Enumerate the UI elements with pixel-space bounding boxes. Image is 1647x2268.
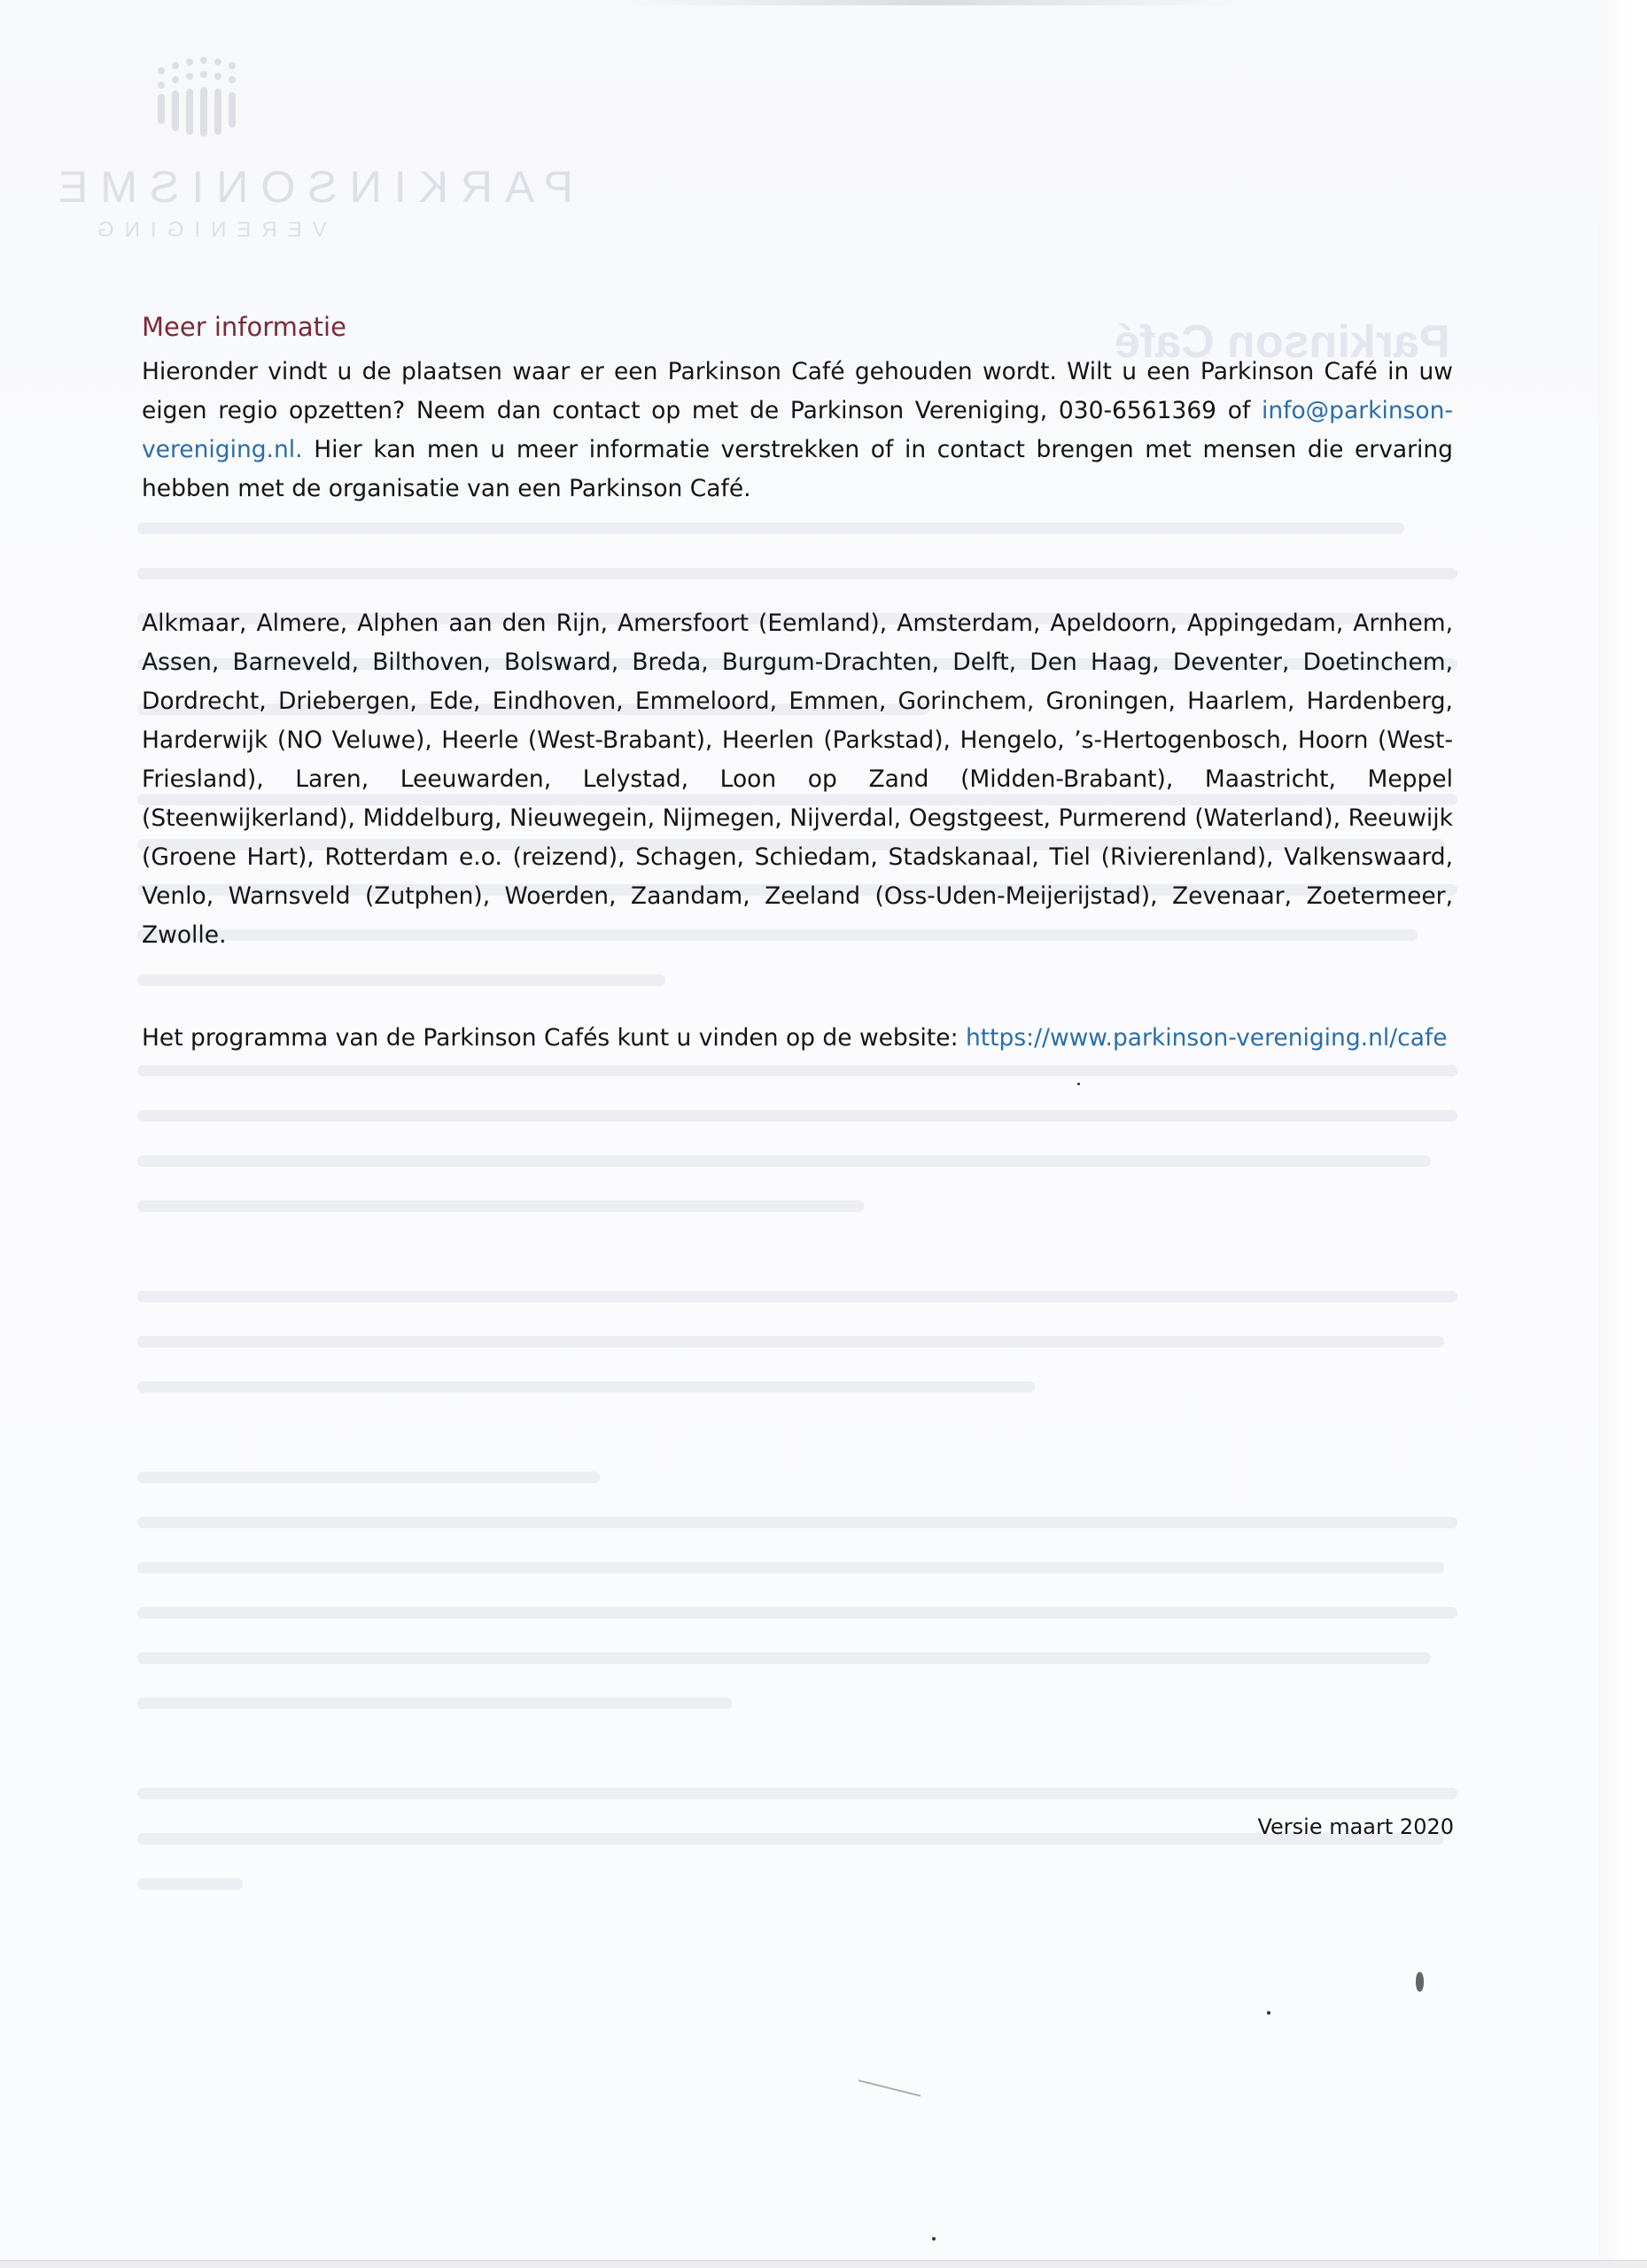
- logo-ghost: [46, 53, 574, 242]
- version-label: Versie maart 2020: [1257, 1814, 1454, 1839]
- section-heading: Meer informatie: [142, 312, 346, 342]
- programme-text: Het programma van de Parkinson Cafés kunt u vinden op de website:: [142, 1024, 966, 1052]
- intro-text-after: Hier kan men u meer informatie verstrekken of in contact brengen met mensen die ervaring hebben met de organisatie van een Parkinson Café.: [142, 436, 1453, 502]
- scan-bottom-edge: [0, 2260, 1647, 2268]
- scan-scratch: [858, 2079, 921, 2096]
- locations-paragraph: Alkmaar, Almere, Alphen aan den Rijn, Amersfoort (Eemland), Amsterdam, Apeldoorn, Appingedam, Arnhem, Assen, Barneveld, Bilthoven, Bolsward, Breda, Burgum-Drachten, Delft, Den Haag, Deventer, Doetinchem, Dordrecht, Driebergen, Ede, Eindhoven, Emmeloord, Emmen, Gorinchem, Groningen, Haarlem, Hardenberg, Harderwijk (NO Veluwe), Heerle (West-Brabant), Heerlen (Parkstad), Hengelo, ’s-Hertogenbosch, Hoorn (West-Friesland), Laren, Leeuwarden, Lelystad, Loon op Zand (Midden-Brabant), Maastricht, Meppel (Steenwijkerland), Middelburg, Nieuwegein, Nijmegen, Nijverdal, Oegstgeest, Purmerend (Waterland), Reeuwijk (Groene Hart), Rotterdam e.o. (reizend), Schagen, Schiedam, Stadskanaal, Tiel (Rivierenland), Valkenswaard, Venlo, Warnsveld (Zutphen), Woerden, Zaandam, Zeeland (Oss-Uden-Meijerijstad), Zevenaar, Zoetermeer, Zwolle.: [142, 610, 1453, 949]
- scan-speck: [1077, 1083, 1080, 1085]
- scan-right-edge: [1599, 0, 1647, 2268]
- intro-text-middle: of: [1216, 397, 1262, 424]
- programme-website-link[interactable]: https://www.parkinson-vereniging.nl/cafe: [965, 1024, 1448, 1052]
- intro-text-before: Hieronder vindt u de plaatsen waar er een Parkinson Café gehouden wordt. Wilt u een Parkinson Café in uw eigen regio opzetten? Neem dan contact op met de Parkinson Vereniging,: [142, 358, 1453, 424]
- phone-number: 030-6561369: [1058, 397, 1217, 424]
- show-through-title: Parkinson Café: [1115, 316, 1450, 368]
- scan-speck: [1267, 2011, 1270, 2015]
- logo-dots-icon: [135, 53, 276, 151]
- scan-speck: [1416, 1972, 1424, 1992]
- logo-subline: VERENIGING: [87, 218, 327, 242]
- logo-wordmark: PARKINSONISME: [46, 162, 574, 212]
- scan-speck: [932, 2237, 936, 2241]
- email-link[interactable]: info@parkinson-vereniging.nl.: [142, 397, 1454, 463]
- programme-paragraph: [142, 1019, 1453, 1058]
- scan-top-shadow: [620, 0, 1240, 5]
- intro-paragraph: [142, 353, 1453, 509]
